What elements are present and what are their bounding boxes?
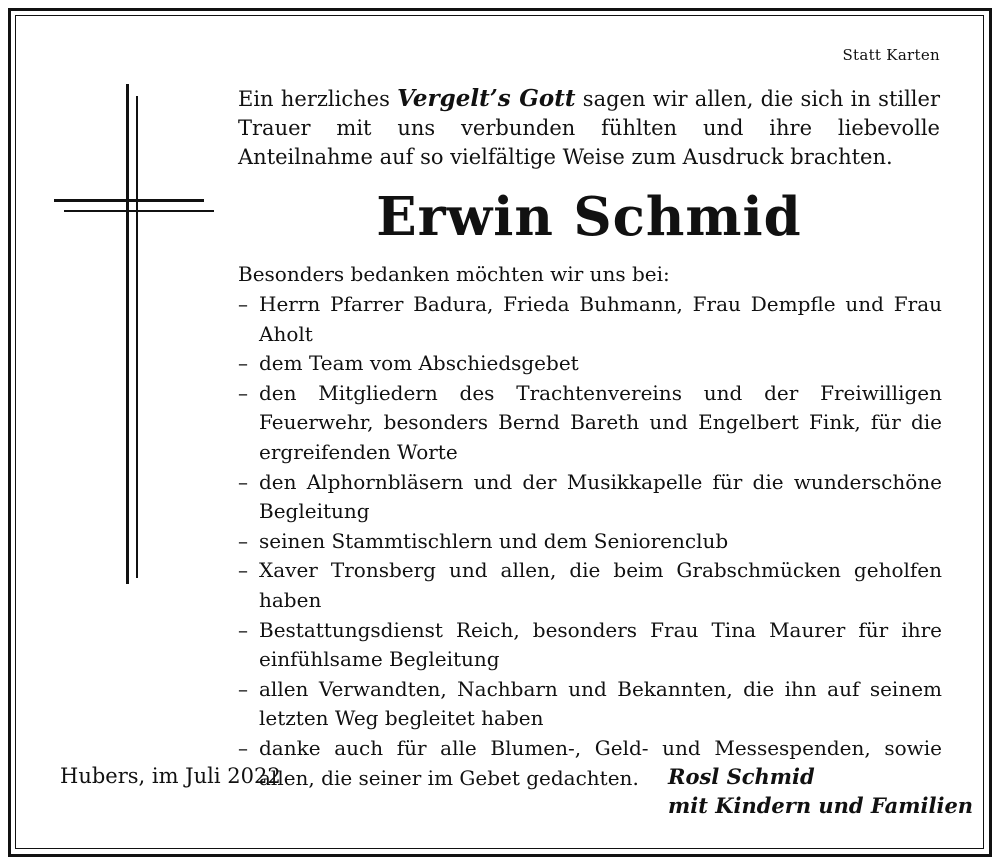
signature-family: mit Kindern und Familien (668, 793, 974, 818)
signature (668, 762, 973, 820)
cross-vertical-line-right (136, 96, 138, 578)
list-item-text: danke auch für alle Blumen-, Geld- und Messespenden, sowie allen, die seiner im Gebet gedachten. (259, 735, 942, 790)
list-item-text: Herrn Pfarrer Badura, Frieda Buhmann, Frau Dempfle und Frau Aholt (259, 292, 942, 346)
intro-text-after: sagen wir allen, die sich in stiller Trauer mit uns verbunden fühlten und ihre liebevolle Anteilnahme auf so vielfältige Weise zum Ausdruck brachten. (238, 87, 940, 169)
deceased-name: Erwin Schmid (376, 186, 802, 248)
intro-paragraph (238, 84, 940, 172)
list-dash: – (238, 292, 248, 316)
list-dash: – (238, 735, 248, 760)
list-item (238, 675, 942, 734)
cross-vertical-line-left (126, 84, 129, 584)
list-item (238, 556, 942, 615)
list-item (238, 290, 942, 349)
list-item (238, 349, 942, 379)
thanks-list (238, 290, 942, 793)
list-item-text: Bestattungsdienst Reich, besonders Frau Tina Maurer für ihre einfühlsame Begleitung (259, 617, 942, 672)
list-item (238, 379, 942, 468)
list-item-text: seinen Stammtischlern und dem Seniorenclub (259, 528, 729, 553)
list-dash: – (238, 380, 248, 405)
list-item-text: Xaver Tronsberg und allen, die beim Grabschmücken geholfen haben (259, 558, 942, 612)
statt-karten-label: Statt Karten (842, 46, 940, 64)
cross-horizontal-line-top (54, 199, 204, 202)
list-item (238, 527, 942, 557)
intro-emphasis: Vergelt’s Gott (397, 85, 576, 112)
list-dash: – (238, 617, 248, 642)
thanks-intro: Besonders bedanken möchten wir uns bei: (238, 262, 670, 286)
list-dash: – (238, 469, 248, 494)
list-item-text: den Alphornbläsern und der Musikkapelle für die wunderschöne Begleitung (259, 469, 942, 524)
list-dash: – (238, 676, 248, 701)
list-dash: – (238, 528, 248, 553)
list-item-text: dem Team vom Abschiedsgebet (259, 351, 579, 376)
list-item-text: allen Verwandten, Nachbarn und Bekannten, die ihn auf seinem letzten Weg begleitet haben (259, 676, 942, 731)
list-item (238, 616, 942, 675)
list-dash: – (238, 351, 248, 376)
signature-name: Rosl Schmid (668, 764, 815, 789)
list-item (238, 468, 942, 527)
list-item-text: den Mitgliedern des Trachtenvereins und der Freiwilligen Feuerwehr, besonders Bernd Bareth und Engelbert Fink, für die ergreifenden Worte (259, 380, 942, 464)
cross-horizontal-line-bottom (64, 210, 214, 212)
list-dash: – (238, 558, 248, 583)
place-date: Hubers, im Juli 2022 (60, 764, 281, 788)
intro-text-before: Ein herzliches (238, 87, 398, 111)
